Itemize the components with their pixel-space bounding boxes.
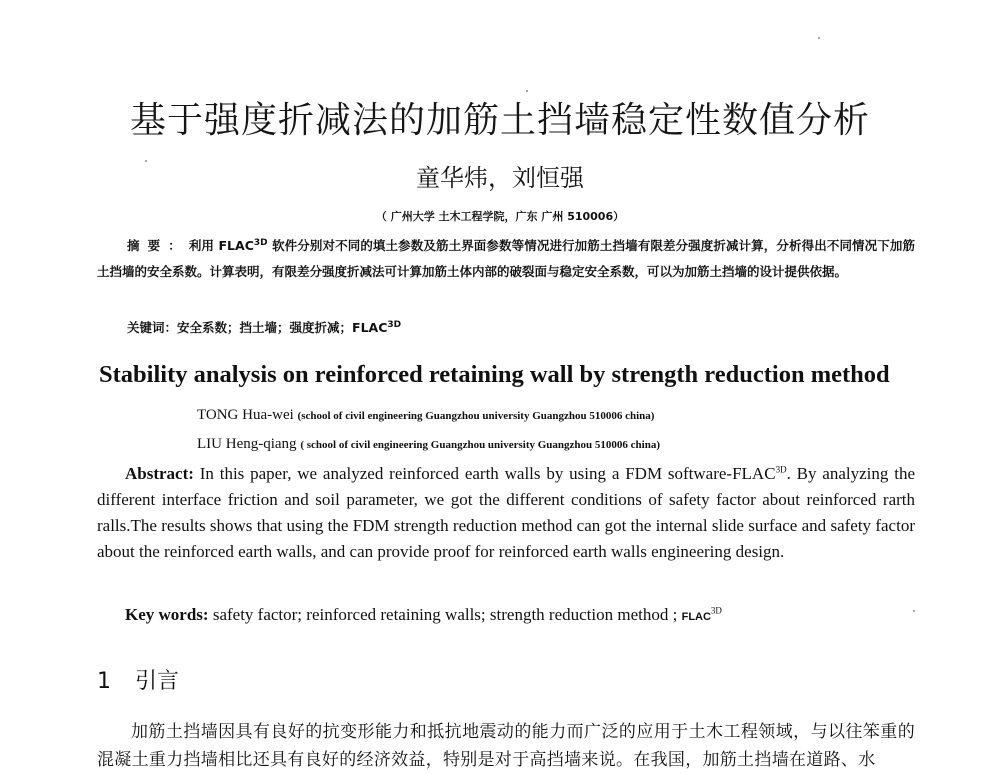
abstract-en-flac: FLAC bbox=[732, 464, 776, 483]
abstract-cn-text-a: 利用 bbox=[188, 238, 219, 253]
abstract-cn-label: 摘要： bbox=[127, 238, 189, 253]
keywords-cn bbox=[127, 318, 401, 336]
keywords-cn-label: 关键词： bbox=[127, 320, 178, 335]
keywords-cn-flac-sup: 3D bbox=[387, 319, 402, 330]
author-en-1-affiliation: (school of civil engineering Guangzhou university Guangzhou 510006 china) bbox=[297, 410, 655, 422]
scan-speck bbox=[526, 90, 528, 92]
abstract-en bbox=[97, 461, 915, 565]
abstract-en-label: Abstract: bbox=[125, 464, 194, 483]
scan-speck bbox=[913, 610, 915, 612]
section-heading bbox=[97, 664, 179, 695]
abstract-cn-text-b: 软件分别对不同的填土参数及筋土界面参数等情况进行加筋土挡墙有限差分强度折减计算，分析得出不同情况下加筋土挡墙的安全系数。计算表明，有限差分强度折减法可计算加筋土体内部的破裂面与稳定安全系数，可以为加筋土挡墙的设计提供依据。 bbox=[97, 238, 915, 279]
section-number: 1 bbox=[97, 669, 111, 694]
scan-speck bbox=[818, 37, 820, 39]
author-en-2 bbox=[197, 436, 660, 453]
keywords-en-flac: FLAC bbox=[681, 611, 711, 623]
keywords-en-flac-sup: 3D bbox=[710, 605, 722, 616]
keywords-en-text: safety factor; reinforced retaining walls; strength reduction method ; bbox=[208, 605, 682, 624]
abstract-cn-flac-sup: 3D bbox=[253, 237, 268, 248]
paper-title-en: Stability analysis on reinforced retaining wall by strength reduction method bbox=[99, 361, 890, 388]
abstract-en-text-a: In this paper, we analyzed reinforced earth walls by using a FDM software- bbox=[193, 464, 733, 483]
scan-speck bbox=[145, 160, 147, 162]
abstract-cn-flac: FLAC bbox=[218, 238, 254, 253]
author-en-2-affiliation: ( school of civil engineering Guangzhou university Guangzhou 510006 china) bbox=[300, 439, 660, 451]
intro-paragraph: 加筋土挡墙因具有良好的抗变形能力和抵抗地震动的能力而广泛的应用于土木工程领域，与以往笨重的混凝土重力挡墙相比还具有良好的经济效益，特别是对于高挡墙来说。在我国，加筋土挡墙在道路、水 bbox=[97, 722, 915, 770]
keywords-en-label: Key words: bbox=[125, 605, 209, 624]
keywords-en bbox=[125, 605, 722, 625]
keywords-cn-flac: FLAC bbox=[352, 320, 388, 335]
paper-title-cn: 基于强度折减法的加筋土挡墙稳定性数值分析 bbox=[129, 100, 870, 141]
author-en-1 bbox=[197, 407, 654, 424]
author-en-1-name: TONG Hua-wei bbox=[197, 407, 298, 423]
authors-cn: 童华炜，刘恒强 bbox=[416, 164, 584, 192]
abstract-cn bbox=[97, 233, 915, 285]
abstract-en-flac-sup: 3D bbox=[775, 464, 787, 475]
section-title: 引言 bbox=[135, 669, 180, 694]
keywords-cn-text: 安全系数；挡土墙；强度折减； bbox=[177, 320, 353, 335]
author-en-2-name: LIU Heng-qiang bbox=[197, 436, 301, 452]
abstract-en-text-b: . By analyzing the different interface friction and soil parameter, we got the different conditions of safety factor about reinforced rarth ralls.The results shows that using the FDM strength reduction method can got the internal slide surface and safety factor about the reinforced earth walls, and can provide proof for reinforced earth walls engineering design. bbox=[97, 464, 915, 561]
affiliation-cn: （ 广州大学 土木工程学院，广东 广州 510006） bbox=[375, 210, 625, 223]
